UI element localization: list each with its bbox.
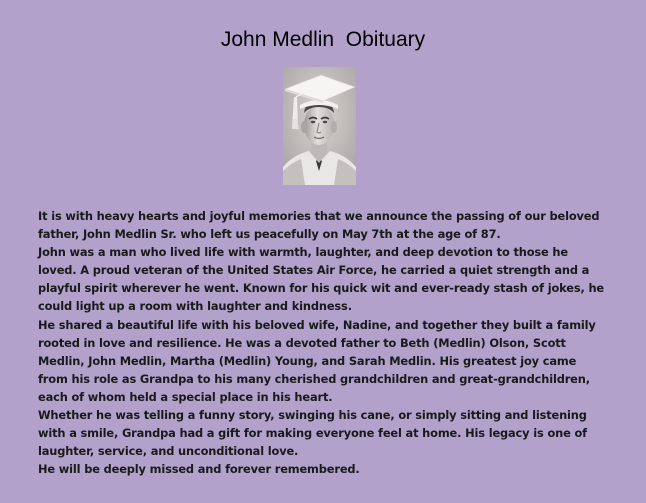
portrait-photo: [283, 67, 356, 185]
paragraph: Whether he was telling a funny story, swinging his cane, or simply sitting and listening with a smile, Grandpa had a gift for making everyone feel at home. His legacy is one of laughter, service, and unconditional love.: [38, 408, 587, 459]
paragraph: He will be deeply missed and forever remembered.: [38, 462, 360, 477]
page-title: John Medlin Obituary: [220, 28, 426, 51]
obituary-text: [38, 207, 608, 478]
paragraph: John was a man who lived life with warmth, laughter, and deep devotion to those he loved. A proud veteran of the United States Air Force, he carried a quiet strength and a playful spirit wherever he went. Known for his quick wit and ever-ready stash of jokes, he could light up a room with laughter and kindness.: [38, 245, 604, 314]
paragraph: It is with heavy hearts and joyful memories that we announce the passing of our beloved father, John Medlin Sr. who left us peacefully on May 7th at the age of 87.: [38, 209, 600, 242]
paragraph: He shared a beautiful life with his beloved wife, Nadine, and together they built a family rooted in love and resilience. He was a devoted father to Beth (Medlin) Olson, Scott Medlin, John Medlin, Martha (Medlin) Young, and Sarah Medlin. His greatest joy came from his role as Grandpa to his many cherished grandchildren and great-grandchildren, each of whom held a special place in his heart.: [38, 317, 596, 404]
